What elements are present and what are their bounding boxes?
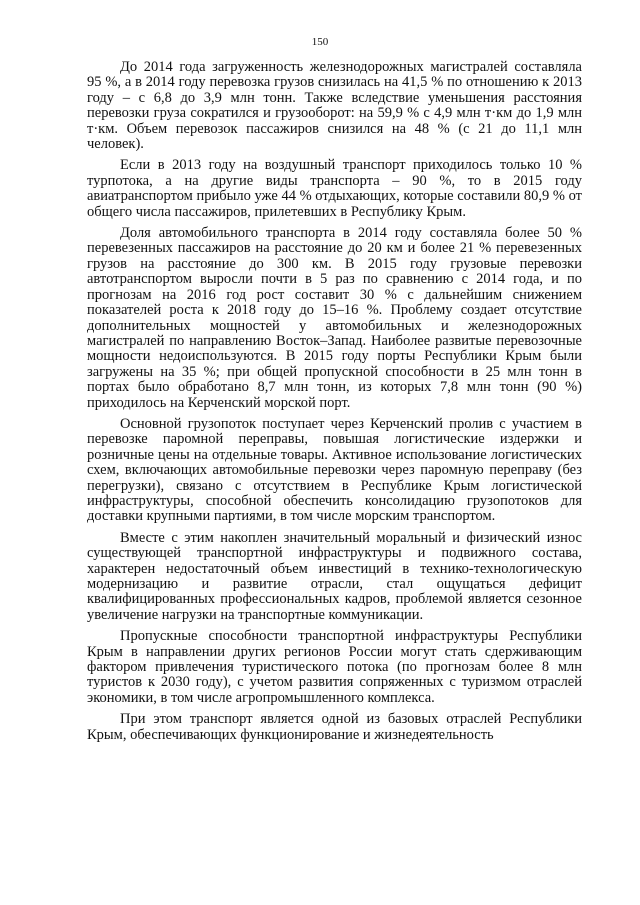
document-body [87, 60, 582, 749]
paragraph-air-transport: Если в 2013 году на воздушный транспорт приходилось только 10 % турпотока, а на другие виды транспорта – 90 %, то в 2015 году авиатранспортом прибыло уже 44 % отдыхающих, которые составили 80,9 % от общего числа пассажиров, прилетевших в Республику Крым. [87, 157, 582, 220]
paragraph-kerch-strait: Основной грузопоток поступает через Керченский пролив с участием в перевозке паромной переправы, повышая логистические издержки и розничные цены на отдельные товары. Активное использование логистических схем, включающих автомобильные перевозки через паромную переправу (без перегрузки), связано с отсутствием в Республике Крым логистической инфраструктуры, способной обеспечить консолидацию грузопотоков для доставки крупными партиями, в том числе морским транспортом. [87, 415, 582, 525]
page-number: 150 [311, 36, 329, 48]
paragraph-capacity-tourism: Пропускные способности транспортной инфраструктуры Республики Крым в направлении других регионов России могут стать сдерживающим фактором привлечения туристического потока (по прогнозам более 8 млн туристов к 2030 году), с учетом развития сопряженных с туризмом отраслей экономики, в том числе агропромышленного комплекса. [87, 628, 582, 706]
paragraph-transport-base-industry: При этом транспорт является одной из базовых отраслей Республики Крым, обеспечивающих функционирование и жизнедеятельность [87, 711, 582, 743]
paragraph-railway-freight: До 2014 года загруженность железнодорожных магистралей составляла 95 %, а в 2014 году перевозка грузов снизилась на 41,5 % по отношению к 2013 году – с 6,8 до 3,9 млн тонн. Также вследствие уменьшения расстояния перевозки груза сократился и грузооборот: на 59,9 % с 4,9 млн т·км до 1,9 млн т·км. Объем перевозок пассажиров снизился на 48 % (с 21 до 11,1 млн человек). [87, 59, 582, 153]
paragraph-road-transport: Доля автомобильного транспорта в 2014 году составляла более 50 % перевезенных пассажиров на расстояние до 20 км и более 21 % перевезенных грузов на расстояние до 300 км. В 2015 году грузовые перевозки автотранспортом выросли почти в 5 раз по сравнению с 2014 года, и по прогнозам на 2016 год рост составит 30 % с дальнейшим снижением показателей роста к 2018 году до 15–16 %. Проблему создает отсутствие дополнительных мощностей у автомобильных и железнодорожных магистралей по направлению Восток–Запад. Наиболее развитые перевозочные мощности недоиспользуются. В 2015 году порты Республики Крым были загружены на 35 %; при общей пропускной способности в 25 млн тонн в портах было обработано 8,7 млн тонн, из которых 7,8 млн тонн (90 %) приходилось на Керченский морской порт. [87, 225, 582, 411]
paragraph-infrastructure-wear: Вместе с этим накоплен значительный моральный и физический износ существующей транспортной инфраструктуры и подвижного состава, характерен недостаточный объем инвестиций в технико-технологическую модернизацию и развитие отрасли, стал ощущаться дефицит квалифицированных профессиональных кадров, проблемой является сезонное увеличение нагрузки на транспортные коммуникации. [87, 529, 582, 623]
